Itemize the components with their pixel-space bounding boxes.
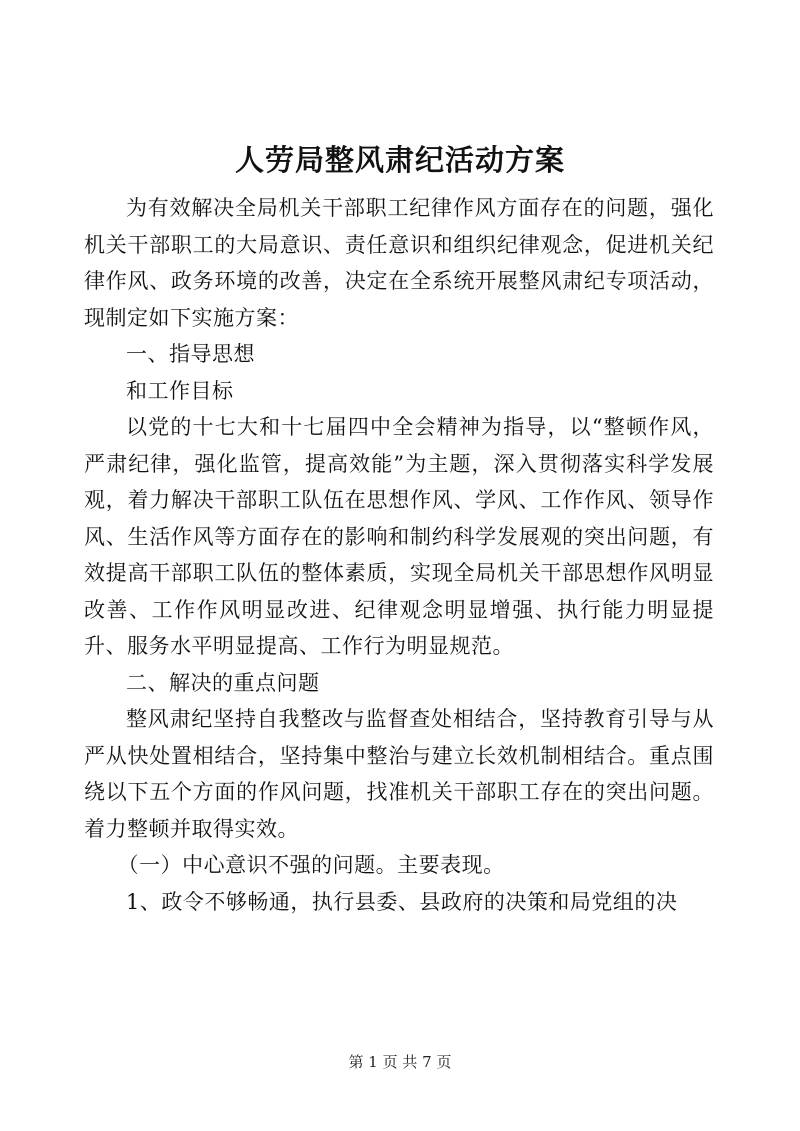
paragraph-key-issues: 整风肃纪坚持自我整改与监督查处相结合，坚持教育引导与从严从快处置相结合，坚持集中整治与建立长效机制相结合。重点围绕以下五个方面的作风问题，找准机关干部职工存在的突出问题。着力整顿并取得实效。 [84,707,714,841]
document-title: 人劳局整风肃纪活动方案 [234,143,565,177]
section-heading-key-issues: 二、解决的重点问题 [126,670,320,695]
section-heading-guiding-ideology: 一、指导思想 [126,342,255,366]
page-number-footer: 第 1 页 共 7 页 [348,1053,452,1071]
subsection-heading-central-awareness: （一）中心意识不强的问题。主要表现。 [117,853,505,877]
paragraph-guiding-ideology: 以党的十七大和十七届四中全会精神为指导，以“整顿作风，严肃纪律，强化监管，提高效能”为主题，深入贯彻落实科学发展观，着力解决干部职工队伍在思想作风、学风、工作作风、领导作风、生活作风等方面存在的影响和制约科学发展观的突出问题，有效提高干部职工队伍的整体素质，实现全局机关干部思想作风明显改善、工作作风明显改进、纪律观念明显增强、执行能力明显提升、服务水平明显提高、工作行为明显规范。 [84,415,714,658]
section-heading-work-goals: 和工作目标 [126,378,234,403]
document-body [84,190,714,920]
paragraph-intro: 为有效解决全局机关干部职工纪律作风方面存在的问题，强化机关干部职工的大局意识、责任意识和组织纪律观念，促进机关纪律作风、政务环境的改善，决定在全系统开展整风肃纪专项活动，现制定如下实施方案： [84,196,714,330]
paragraph-item-1: 1、政令不够畅通，执行县委、县政府的决策和局党组的决 [126,889,678,914]
